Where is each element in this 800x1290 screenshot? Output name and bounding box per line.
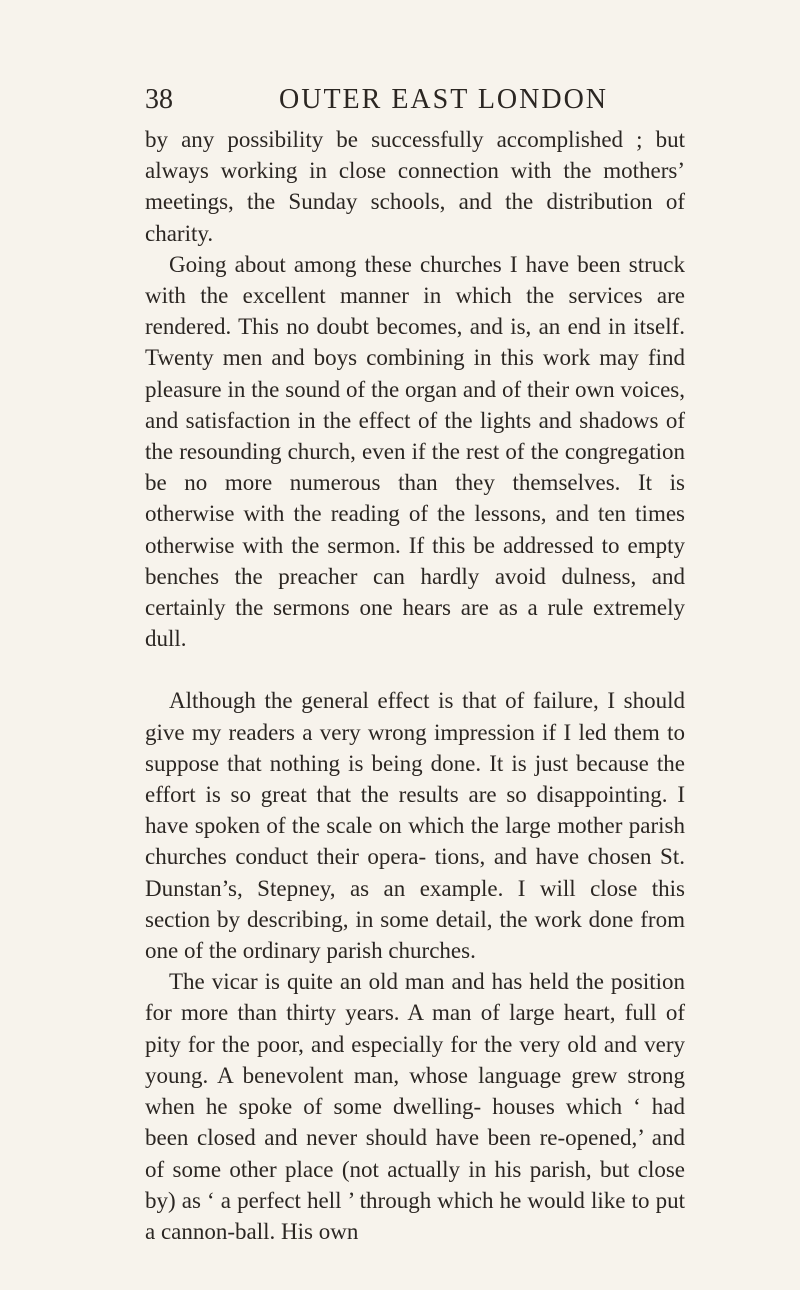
paragraph-continuation: by any possibility be successfully accomplished ; but always working in close connection with the mothers’ meetings, the Sunday schools, and the distribution of charity. xyxy=(145,127,685,246)
paragraph-vicar: The vicar is quite an old man and has held the position for more than thirty years. A man of large heart, full of pity for the poor, and especially for the very old and very young. A benevolent man, whose language grew strong when he spoke of some dwelling- houses which ‘ had been closed and never should have been re-opened,’ and of some other place (not actually in his parish, but close by) as ‘ a perfect hell ’ through which he would like to put a cannon-ball. His own xyxy=(145,969,685,1244)
page-number: 38 xyxy=(145,84,173,115)
page-header xyxy=(145,80,685,120)
paragraph-failure: Although the general effect is that of failure, I should give my readers a very wrong impression if I led them to suppose that nothing is being done. It is just because the effort is so great that the results are so disappointing. I have spoken of the scale on which the large mother parish churches conduct their opera- tions, and have chosen St. Dunstan’s, Stepney, as an example. I will close this section by describing, in some detail, the work done from one of the ordinary parish churches. xyxy=(145,688,685,964)
paragraph-services: Going about among these churches I have been struck with the excellent manner in which the services are rendered. This no doubt becomes, and is, an end in itself. Twenty men and boys combining in this work may find pleasure in the sound of the organ and of their own voices, and satisfaction in the effect of the lights and shadows of the resounding church, even if the rest of the congregation be no more numerous than they themselves. It is otherwise with the reading of the lessons, and ten times otherwise with the sermon. If this be addressed to empty benches the preacher can hardly avoid dulness, and certainly the sermons one hears are as a rule extremely dull. xyxy=(145,251,685,652)
body-text xyxy=(145,124,685,1247)
running-title: OUTER EAST LONDON xyxy=(279,84,609,115)
